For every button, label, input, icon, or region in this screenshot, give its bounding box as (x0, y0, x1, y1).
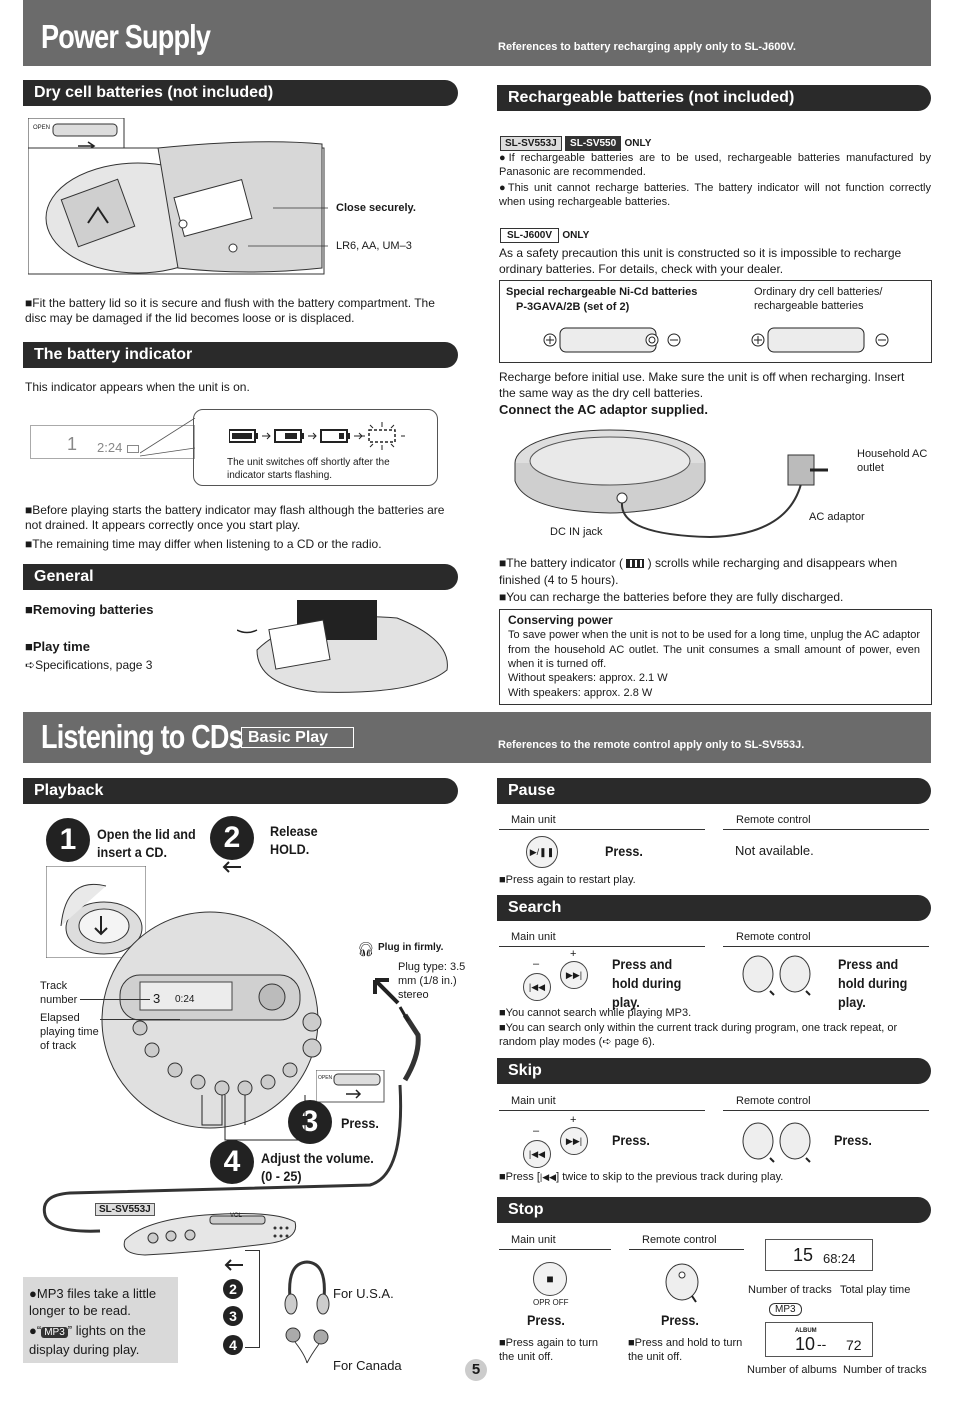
square-bullet-icon: ■ (499, 1337, 506, 1349)
special-batteries-title: Special rechargeable Ni-Cd batteries (506, 286, 698, 298)
section-header-search: Search (497, 895, 931, 921)
pause-not-available: Not available. (735, 843, 814, 858)
display-album-count: 10 (795, 1334, 816, 1354)
remote-step-bracket (245, 1250, 260, 1348)
battery-insert-illustration (28, 118, 328, 278)
battery-types-box (499, 280, 932, 363)
search-note-2: ■You can search only within the current track during program, one track repeat, or random play modes (➪ page 6). (499, 1022, 898, 1048)
display-mp3-track-count: 72 (846, 1337, 862, 1353)
remote-reference-note: References to the remote control apply only to SL-SV553J. (498, 739, 805, 751)
plug-in-firmly-label: Plug in firmly. (378, 942, 444, 953)
recharge-text: Recharge before initial use. Make sure the unit is off when recharging. Insert the same way as the dry cell batteries. (499, 370, 905, 400)
recharge-note-2: ■You can recharge the batteries before they are fully discharged. (499, 590, 844, 604)
indicator-note-1: ■Before playing starts the battery indicator may flash although the batteries are not drained. It appears correctly once you start play. (25, 503, 445, 532)
for-canada-label: For Canada (333, 1358, 402, 1373)
household-outlet-label: Household AC outlet (857, 448, 928, 474)
skip-note: ■Press [|◀◀] twice to skip to the previous track during play. (499, 1171, 784, 1183)
stop-mp3-badge: MP3 (769, 1303, 802, 1316)
indicator-caption: The unit switches off shortly after the indicator starts flashing. (227, 457, 390, 481)
caption-total-play-time: Total play time (840, 1284, 911, 1296)
square-bullet-icon: ■ (499, 590, 507, 604)
remote-model-tag: SL-SV553J (95, 1203, 155, 1216)
model-tag-sv553j: SL-SV553J (500, 136, 562, 151)
album-label: ALBUM (795, 1328, 817, 1334)
step-number-4: 4 (210, 1140, 254, 1184)
section-header-playback: Playback (23, 778, 458, 804)
page-title: Power Supply (41, 18, 211, 55)
skip-back-button[interactable]: |◀◀ (523, 1140, 551, 1168)
ordinary-battery-icon (750, 325, 890, 355)
model-tag-sv550: SL-SV550 (565, 136, 621, 151)
remote-control-illustration (115, 1210, 305, 1260)
caption-number-of-tracks: Number of tracks (748, 1284, 832, 1296)
round-bullet-icon: ● (29, 1286, 37, 1301)
player-display-time: 0:24 (175, 994, 195, 1005)
mp3-badge: MP3 (41, 1327, 68, 1338)
step-number-1: 1 (46, 818, 90, 862)
power-without-speakers: Without speakers: approx. 2.1 W (508, 672, 668, 684)
indicator-intro: This indicator appears when the unit is on. (25, 380, 250, 394)
square-bullet-icon: ■ (628, 1337, 635, 1349)
display-time: 2:24 (97, 440, 123, 455)
open-label: OPEN (33, 125, 51, 131)
minus-sign: – (533, 958, 540, 970)
track-number-label: Track number (40, 980, 78, 1006)
remote-step-4: 4 (223, 1335, 243, 1355)
special-batteries-model: P-3GAVA/2B (set of 2) (516, 301, 630, 313)
caption-number-of-tracks-mp3: Number of tracks (843, 1364, 927, 1376)
page-number: 5 (465, 1359, 487, 1381)
step-2-text: Release HOLD. (270, 823, 318, 857)
square-bullet-icon: ■ (25, 296, 33, 310)
basic-play-badge: Basic Play (241, 727, 354, 748)
ac-adaptor-label: AC adaptor (809, 511, 865, 523)
callout-lines (140, 418, 200, 458)
rechargeable-bullet-1: ●If rechargeable batteries are to be used, rechargeable batteries manufactured by Panasonic are recommended. (499, 152, 931, 178)
round-bullet-icon: ● (499, 152, 509, 164)
remove-batteries-illustration (237, 600, 452, 695)
square-bullet-icon: ■ (25, 537, 33, 551)
pause-note: ■Press again to restart play. (499, 874, 636, 886)
only-label: ONLY (562, 230, 590, 241)
square-bullet-icon: ■ (499, 1022, 506, 1034)
display-dash: -- (817, 1336, 827, 1352)
remote-step-2: 2 (223, 1279, 243, 1299)
step-number-2: 2 (210, 816, 254, 860)
only-label: ONLY (624, 138, 652, 149)
arrow-left-icon (223, 1258, 245, 1272)
search-forward-button[interactable]: ▶▶| (560, 961, 588, 989)
search-note-1: ■You cannot search while playing MP3. (499, 1007, 692, 1019)
safety-note: As a safety precaution this unit is constructed so it is impossible to recharge ordinary batteries. For details, check with your dealer. (499, 246, 902, 276)
elapsed-leader (100, 1019, 180, 1020)
step-1-text: Open the lid and insert a CD. (97, 826, 196, 860)
pause-main-unit-header: Main unit (499, 814, 705, 830)
connect-adaptor: Connect the AC adaptor supplied. (499, 402, 708, 417)
square-bullet-icon: ■ (25, 639, 33, 654)
skip-main-unit-header: Main unit (499, 1095, 705, 1111)
plus-sign: + (570, 948, 577, 960)
round-bullet-icon: ● (29, 1323, 37, 1338)
search-main-unit-header: Main unit (499, 931, 705, 947)
opr-off-label: OPR OFF (533, 1298, 569, 1307)
reference-arrow-icon: ➪ (602, 1036, 612, 1048)
battery-icon (626, 559, 644, 568)
display-track-count: 15 (793, 1245, 814, 1265)
pause-remote-header: Remote control (723, 814, 929, 830)
round-bullet-icon: ● (499, 182, 508, 194)
mp3-note-box (23, 1277, 178, 1363)
search-main-instruction: Press and hold during play. (612, 956, 682, 1010)
stop-remote-note: ■Press and hold to turn the unit off. (628, 1337, 743, 1363)
section-header-dry-cell: Dry cell batteries (not included) (23, 80, 458, 106)
minus-sign: – (533, 1125, 540, 1137)
for-usa-label: For U.S.A. (333, 1286, 394, 1301)
headphones-illustration (282, 1258, 332, 1318)
caption-number-of-albums: Number of albums (747, 1364, 837, 1376)
section-header-skip: Skip (497, 1058, 931, 1084)
headphone-icon: 🎧︎ (357, 941, 375, 957)
rechargeable-battery-icon (542, 325, 682, 355)
arrow-left-icon (221, 860, 243, 874)
elapsed-time-label: Elapsed playing time of track (40, 1012, 99, 1052)
model-tag-j600v: SL-J600V (500, 228, 559, 243)
spec-reference: ➪Specifications, page 3 (25, 658, 153, 672)
search-back-button[interactable]: |◀◀ (523, 973, 551, 1001)
recharge-note-1: ■The battery indicator ( ) scrolls while recharging and disappears when finished (4 to 5 hours). (499, 556, 898, 587)
conserving-power-title: Conserving power (508, 613, 613, 627)
square-bullet-icon: ■ (499, 1007, 506, 1019)
remote-skip-buttons[interactable] (740, 1120, 820, 1165)
model-tags-1 (500, 135, 651, 151)
remote-stop-button[interactable] (662, 1262, 702, 1307)
stop-main-unit-header: Main unit (499, 1234, 611, 1250)
power-with-speakers: With speakers: approx. 2.8 W (508, 687, 653, 699)
indicator-note-2: ■The remaining time may differ when listening to a CD or the radio. (25, 537, 382, 551)
battery-icon (127, 445, 139, 453)
removing-batteries-label: ■Removing batteries (25, 602, 154, 617)
stop-display-mp3 (765, 1322, 873, 1357)
stop-main-note: ■Press again to turn the unit off. (499, 1337, 598, 1363)
stop-display-cd (765, 1239, 873, 1271)
square-bullet-icon: ■ (25, 602, 33, 617)
rechargeable-bullet-2: ●This unit cannot recharge batteries. The battery indicator will not function correctly when using rechargeable batteries. (499, 182, 931, 208)
stop-button[interactable]: ■ (533, 1262, 567, 1296)
conserving-power-box (499, 609, 932, 705)
mp3-note-2: ●“ MP3 ” lights on the display during play. (29, 1323, 146, 1357)
hold-open-label: OPEN (318, 1075, 333, 1081)
remote-search-buttons[interactable] (740, 953, 820, 998)
plug-type-label: Plug type: 3.5 mm (1/8 in.) stereo (398, 961, 466, 1001)
mp3-note-1: ●MP3 files take a little longer to be read. (29, 1286, 157, 1318)
reference-arrow-icon: ➪ (25, 658, 36, 672)
display-total-time: 68:24 (823, 1251, 856, 1266)
skip-previous-icon: |◀◀ (539, 1172, 557, 1182)
section-header-stop: Stop (497, 1197, 931, 1223)
skip-remote-header: Remote control (723, 1095, 929, 1111)
play-time-label: ■Play time (25, 639, 90, 654)
battery-stage-icons (229, 420, 429, 456)
search-remote-instruction: Press and hold during play. (838, 956, 908, 1010)
display-track: 1 (67, 434, 78, 454)
skip-main-press: Press. (612, 1132, 650, 1148)
listening-banner (23, 712, 931, 763)
skip-remote-press: Press. (834, 1132, 872, 1148)
indicator-stages-box (193, 409, 438, 486)
section-header-general: General (23, 564, 458, 590)
step-4-text: Adjust the volume. (0 - 25) (261, 1150, 374, 1184)
play-pause-button[interactable]: ▶/❚❚ (526, 836, 558, 868)
search-remote-header: Remote control (723, 931, 929, 947)
square-bullet-icon: ■ (499, 556, 507, 570)
listening-title: Listening to CDs (41, 718, 243, 755)
skip-forward-button[interactable]: ▶▶| (560, 1127, 588, 1155)
close-securely-label: Close securely. (336, 202, 416, 214)
power-supply-banner (23, 0, 931, 66)
battery-type-label: LR6, AA, UM–3 (336, 240, 412, 252)
stop-remote-press: Press. (661, 1312, 699, 1328)
stop-remote-header: Remote control (629, 1234, 744, 1250)
square-bullet-icon: ■ (499, 1171, 506, 1183)
dc-in-jack-label: DC IN jack (550, 526, 603, 538)
track-number-leader (80, 999, 150, 1000)
square-bullet-icon: ■ (499, 874, 506, 886)
conserving-power-text: To save power when the unit is not to be used for a long time, unplug the AC adaptor from the household AC outlet. The unit consumes a small amount of power, even when it is turned off. (508, 629, 920, 670)
remote-vol-label: VOL (230, 1213, 243, 1219)
section-header-battery-indicator: The battery indicator (23, 342, 458, 368)
model-tag-2 (500, 227, 589, 243)
section-header-rechargeable: Rechargeable batteries (not included) (497, 85, 931, 111)
ordinary-batteries-label: Ordinary dry cell batteries/ rechargeable batteries (754, 286, 883, 312)
plus-sign: + (570, 1114, 577, 1126)
stop-main-press: Press. (527, 1312, 565, 1328)
battery-lid-note: ■Fit the battery lid so it is secure and flush with the battery compartment. The disc may be damaged if the lid becomes loose or is displaced. (25, 296, 435, 325)
earphones-illustration (283, 1325, 333, 1365)
step-number-3: 3 (288, 1100, 332, 1144)
section-header-pause: Pause (497, 778, 931, 804)
square-bullet-icon: ■ (25, 503, 33, 517)
step-3-text: Press. (341, 1115, 379, 1131)
recharge-reference-note: References to battery recharging apply only to SL-J600V. (498, 41, 796, 53)
pause-press-text: Press. (605, 843, 643, 859)
player-display-track: 3 (153, 991, 161, 1006)
remote-step-3: 3 (223, 1306, 243, 1326)
